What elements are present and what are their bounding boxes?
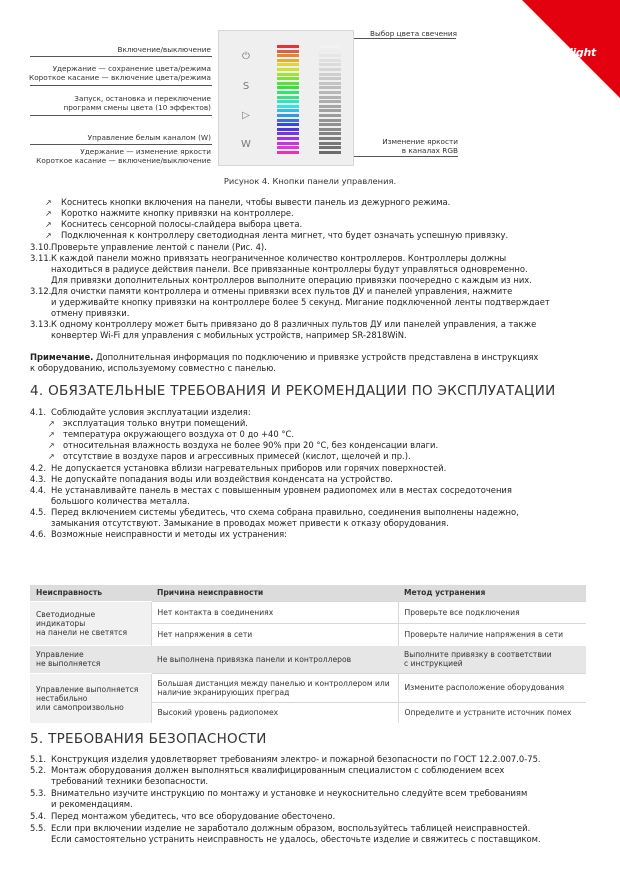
gray-stripe — [319, 142, 341, 145]
brand-logo: arlight — [556, 46, 596, 59]
label-br1: Изменение яркости — [382, 137, 458, 146]
step-bullet: Коснитесь сенсорной полосы-слайдера выбора цвета. — [61, 219, 303, 229]
color-stripe — [277, 77, 299, 80]
item-text: Для привязки дополнительных контроллеров выполните операцию привязки поочередно с каждым из них. — [51, 275, 532, 285]
item-text: Не устанавливайте панель в местах с повышенным уровнем радиопомех или в местах сосредоточения — [51, 485, 512, 495]
table-cell: Выполните привязку в соответствии с инструкцией — [398, 645, 586, 673]
item-text: и удерживайте кнопку привязки на контроллере более 5 секунд. Мигание подключенной ленты подтверждает — [51, 297, 550, 307]
table-header: Причина неисправности — [151, 585, 398, 601]
condition-item: относительная влажность воздуха не более 90% при 20 °C, без конденсации влаги. — [63, 440, 439, 450]
color-stripe — [277, 105, 299, 108]
step-bullet: Коснитесь кнопки включения на панели, чтобы вывести панель из дежурного режима. — [61, 197, 451, 207]
item-text: Соблюдайте условия эксплуатации изделия: — [51, 407, 251, 417]
gray-stripe — [319, 119, 341, 122]
s-button[interactable]: S — [242, 81, 250, 92]
gray-stripe — [319, 73, 341, 76]
label-p2: программ смены цвета (10 эффектов) — [63, 103, 211, 112]
gray-stripe — [319, 68, 341, 71]
table-header: Метод устранения — [398, 585, 586, 601]
item-text: требований техники безопасности. — [51, 776, 209, 786]
table-row — [30, 673, 586, 702]
arrow-icon: ↗ — [48, 419, 55, 428]
color-stripe — [277, 86, 299, 89]
item-text: Возможные неисправности и методы их устранения: — [51, 529, 287, 539]
logo-icon — [522, 42, 536, 56]
table-cell: Управление не выполняется — [30, 645, 151, 673]
table-cell: Измените расположение оборудования — [398, 673, 586, 702]
gray-stripe — [319, 105, 341, 108]
item-number: 5.4. — [30, 811, 46, 821]
item-number: 4.4. — [30, 485, 46, 495]
color-stripe — [277, 109, 299, 112]
color-stripe — [277, 146, 299, 149]
gray-stripe — [319, 63, 341, 66]
gray-stripe — [319, 59, 341, 62]
color-stripe — [277, 100, 299, 103]
color-stripe — [277, 142, 299, 145]
color-stripe — [277, 73, 299, 76]
play-button[interactable]: ▷ — [242, 110, 250, 121]
color-stripe — [277, 119, 299, 122]
color-stripe — [277, 68, 299, 71]
arrow-icon: ↗ — [48, 452, 55, 461]
gray-stripe — [319, 45, 341, 48]
color-stripe — [277, 132, 299, 135]
color-stripe — [277, 96, 299, 99]
label-s2: Короткое касание — включение цвета/режима — [29, 73, 211, 82]
gray-stripe — [319, 86, 341, 89]
color-stripe — [277, 128, 299, 131]
arrow-icon: ↗ — [45, 209, 52, 218]
note-line-2: к оборудованию, используемому совместно с панелью. — [30, 363, 276, 373]
gray-stripe — [319, 132, 341, 135]
condition-item: эксплуатация только внутри помещений. — [63, 418, 248, 428]
color-stripe — [277, 63, 299, 66]
gray-stripe — [319, 100, 341, 103]
control-panel — [218, 30, 354, 166]
arrow-icon: ↗ — [45, 231, 52, 240]
item-number: 4.1. — [30, 407, 46, 417]
item-text: Перед монтажом убедитесь, что все оборудование обесточено. — [51, 811, 336, 821]
item-text: Для очистки памяти контроллера и отмены привязки всех пультов ДУ и панелей управления, нажмите — [51, 286, 513, 296]
figure-caption: Рисунок 4. Кнопки панели управления. — [223, 176, 397, 186]
item-number: 3.12. — [30, 286, 52, 296]
gray-stripe — [319, 50, 341, 53]
item-text: находиться в радиусе действия панели. Все привязанные контроллеры будут управляться одновременно. — [51, 264, 528, 274]
item-text: Конструкция изделия удовлетворяет требованиям электро- и пожарной безопасности по ГОСТ 12.2.007.0-75. — [51, 754, 541, 764]
color-stripe — [277, 54, 299, 57]
gray-stripe — [319, 151, 341, 154]
gray-stripe — [319, 123, 341, 126]
item-number: 4.3. — [30, 474, 46, 484]
step-bullet: Подключенная к контроллеру светодиодная лента мигнет, что будет означать успешную привязку. — [61, 230, 509, 240]
table-cell: Высокий уровень радиопомех — [151, 702, 398, 723]
item-text: Монтаж оборудования должен выполняться квалифицированным специалистом с соблюдением всех — [51, 765, 505, 775]
item-number: 3.11. — [30, 253, 52, 263]
item-text: Если при включении изделие не заработало должным образом, воспользуйтесь таблицей неисправностей. — [51, 823, 531, 833]
item-number: 3.13. — [30, 319, 52, 329]
section-4-title: 4. ОБЯЗАТЕЛЬНЫЕ ТРЕБОВАНИЯ И РЕКОМЕНДАЦИИ ПО ЭКСПЛУАТАЦИИ — [30, 383, 556, 399]
item-text: К одному контроллеру может быть привязано до 8 различных пультов ДУ или панелей управления, а также — [51, 319, 537, 329]
table-cell: Не выполнена привязка панели и контроллеров — [151, 645, 398, 673]
table-cell: Большая дистанция между панелью и контроллером или наличие экранирующих преград — [151, 673, 398, 702]
item-text: Перед включением системы убедитесь, что схема собрана правильно, соединения выполнены надежно, — [51, 507, 519, 517]
label-p1: Запуск, остановка и переключение — [74, 94, 211, 103]
gray-stripe — [319, 146, 341, 149]
item-text: большого количества металла. — [51, 496, 190, 506]
color-stripe — [277, 45, 299, 48]
gray-stripe — [319, 114, 341, 117]
table-cell: Нет контакта в соединениях — [151, 601, 398, 623]
condition-item: отсутствие в воздухе паров и агрессивных примесей (кислот, щелочей и пр.). — [63, 451, 411, 461]
arrow-icon: ↗ — [45, 198, 52, 207]
item-text: замыкания отсутствуют. Замыкание в проводах может привести к отказу оборудования. — [51, 518, 449, 528]
item-text: и рекомендациям. — [51, 799, 133, 809]
gray-stripe — [319, 128, 341, 131]
item-text: Внимательно изучите инструкцию по монтажу и установке и неукоснительно следуйте всем требованиям — [51, 788, 528, 798]
label-color: Выбор цвета свечения — [370, 29, 457, 38]
color-stripe — [277, 59, 299, 62]
item-text: Если самостоятельно устранить неисправность не удалось, обесточьте изделие и свяжитесь с поставщиком. — [51, 834, 541, 844]
label-s1: Удержание — сохранение цвета/режима — [52, 64, 211, 73]
item-number: 5.3. — [30, 788, 46, 798]
arrow-icon: ↗ — [45, 220, 52, 229]
troubleshooting-table — [30, 585, 586, 723]
color-stripe — [277, 91, 299, 94]
table-row — [30, 601, 586, 623]
step-bullet: Коротко нажмите кнопку привязки на контроллере. — [61, 208, 294, 218]
item-number: 5.5. — [30, 823, 46, 833]
item-text: Проверьте управление лентой с панели (Рис. 4). — [51, 242, 267, 252]
table-cell: Определите и устраните источник помех — [398, 702, 586, 723]
label-w1: Управление белым каналом (W) — [87, 133, 211, 142]
label-w2: Удержание — изменение яркости — [80, 147, 211, 156]
item-text: К каждой панели можно привязать неограниченное количество контроллеров. Контроллеры должны — [51, 253, 507, 263]
item-text: конвертер Wi-Fi для управления с мобильных устройств, например SR-2818WiN. — [51, 330, 407, 340]
item-text: отмену привязки. — [51, 308, 130, 318]
gray-stripe — [319, 137, 341, 140]
table-cell: Проверьте все подключения — [398, 601, 586, 623]
gray-stripe — [319, 96, 341, 99]
table-cell: Светодиодные индикаторы на панели не светятся — [30, 601, 151, 645]
item-number: 4.5. — [30, 507, 46, 517]
table-header: Неисправность — [30, 585, 151, 601]
item-number: 4.6. — [30, 529, 46, 539]
table-cell: Нет напряжения в сети — [151, 623, 398, 645]
gray-stripe — [319, 91, 341, 94]
label-w3: Короткое касание — включение/выключение — [36, 156, 211, 165]
arrow-icon: ↗ — [48, 430, 55, 439]
item-number: 4.2. — [30, 463, 46, 473]
table-row — [30, 645, 586, 673]
condition-item: температура окружающего воздуха от 0 до +40 °C. — [63, 429, 295, 439]
item-text: Не допускайте попадания воды или воздействия конденсата на устройство. — [51, 474, 393, 484]
color-stripe — [277, 50, 299, 53]
table-cell: Проверьте наличие напряжения в сети — [398, 623, 586, 645]
color-stripe — [277, 151, 299, 154]
arrow-icon: ↗ — [48, 441, 55, 450]
gray-stripe — [319, 54, 341, 57]
w-button[interactable]: W — [241, 139, 251, 150]
section-5-title: 5. ТРЕБОВАНИЯ БЕЗОПАСНОСТИ — [30, 731, 267, 747]
gray-stripe — [319, 109, 341, 112]
table-cell: Управление выполняется нестабильно или самопроизвольно — [30, 673, 151, 723]
color-stripe — [277, 82, 299, 85]
label-power: Включение/выключение — [117, 45, 211, 54]
item-number: 5.1. — [30, 754, 46, 764]
item-text: Не допускается установка вблизи нагревательных приборов или горячих поверхностей. — [51, 463, 447, 473]
item-number: 3.10. — [30, 242, 52, 252]
color-stripe — [277, 123, 299, 126]
power-button[interactable]: ⏻ — [242, 51, 250, 62]
label-br2: в каналах RGB — [401, 146, 458, 155]
gray-stripe — [319, 77, 341, 80]
note-line-1: Примечание. Дополнительная информация по подключению и привязке устройств представлена в инструкциях — [30, 352, 539, 362]
gray-stripe — [319, 82, 341, 85]
table-header-row — [30, 585, 586, 601]
item-number: 5.2. — [30, 765, 46, 775]
color-stripe — [277, 114, 299, 117]
color-stripe — [277, 137, 299, 140]
